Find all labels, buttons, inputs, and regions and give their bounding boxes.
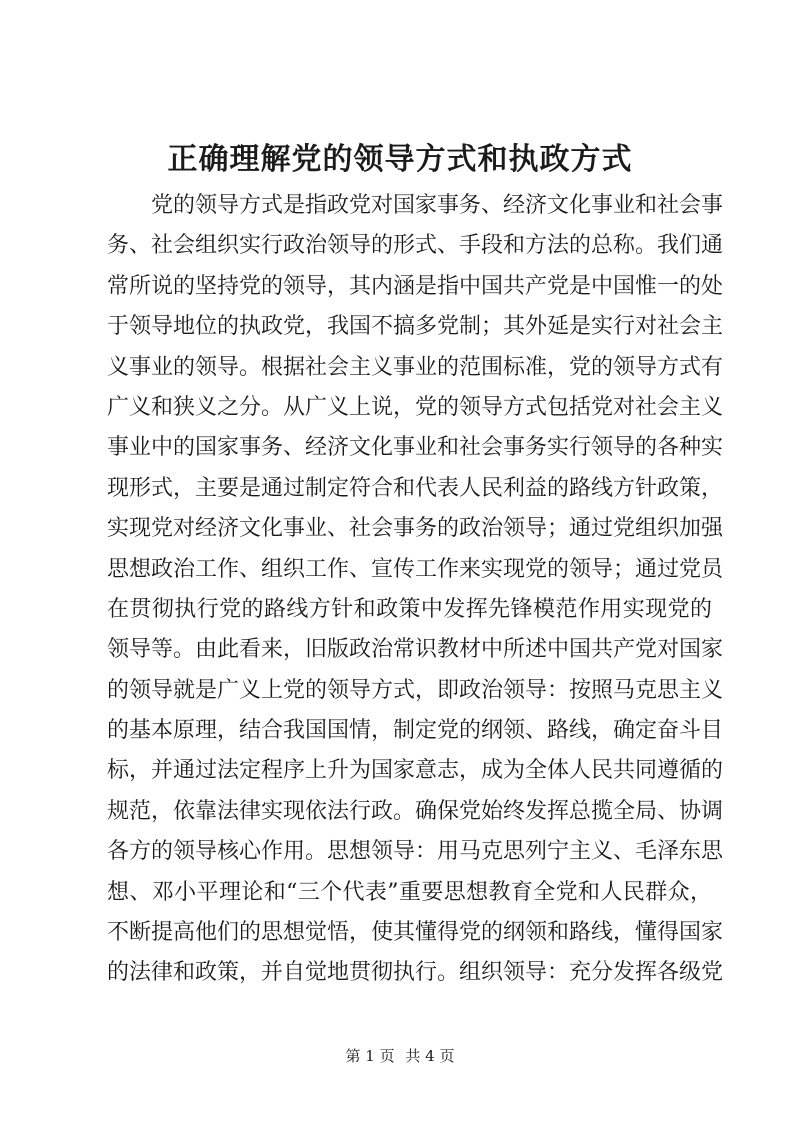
body-line: 事业中的国家事务、经济文化事业和社会事务实行领导的各种实	[107, 435, 724, 461]
body-line: 规范，依靠法律实现依法行政。确保党始终发挥总揽全局、协调	[107, 798, 724, 824]
body-line: 党的领导方式是指政党对国家事务、经济文化事业和社会事	[151, 193, 724, 218]
page-footer	[0, 1046, 800, 1066]
body-line: 不断提高他们的思想觉悟，使其懂得党的纲领和路线，懂得国家	[107, 920, 724, 946]
body-line: 想、邓小平理论和“三个代表”重要思想教育全党和人民群众，	[107, 879, 712, 905]
body-line: 实现党对经济文化事业、社会事务的政治领导；通过党组织加强	[107, 516, 724, 542]
page-total: 共 4 页	[405, 1047, 455, 1065]
body-line: 于领导地位的执政党，我国不搞多党制；其外延是实行对社会主	[107, 314, 724, 340]
document-body	[107, 186, 724, 994]
document-title: 正确理解党的领导方式和执政方式	[167, 142, 633, 177]
body-line: 义事业的领导。根据社会主义事业的范围标准，党的领导方式有	[107, 354, 724, 380]
body-line: 标，并通过法定程序上升为国家意志，成为全体人民共同遵循的	[107, 758, 724, 784]
body-line: 广义和狭义之分。从广义上说，党的领导方式包括党对社会主义	[107, 394, 724, 420]
body-line: 常所说的坚持党的领导，其内涵是指中国共产党是中国惟一的处	[107, 273, 724, 299]
body-line: 各方的领导核心作用。思想领导：用马克思列宁主义、毛泽东思	[107, 839, 724, 865]
body-line: 的基本原理，结合我国国情，制定党的纲领、路线，确定奋斗目	[107, 718, 724, 744]
body-line: 的领导就是广义上党的领导方式，即政治领导：按照马克思主义	[107, 677, 724, 703]
body-line: 思想政治工作、组织工作、宣传工作来实现党的领导；通过党员	[107, 556, 724, 582]
body-line: 的法律和政策，并自觉地贯彻执行。组织领导：充分发挥各级党	[107, 960, 724, 986]
body-line: 在贯彻执行党的路线方针和政策中发挥先锋模范作用实现党的	[107, 596, 712, 622]
body-line: 现形式，主要是通过制定符合和代表人民利益的路线方针政策，	[107, 475, 724, 501]
page-number: 第 1 页	[345, 1047, 395, 1065]
body-line: 领导等。由此看来，旧版政治常识教材中所述中国共产党对国家	[107, 637, 724, 663]
body-line: 务、社会组织实行政治领导的形式、手段和方法的总称。我们通	[107, 233, 724, 259]
